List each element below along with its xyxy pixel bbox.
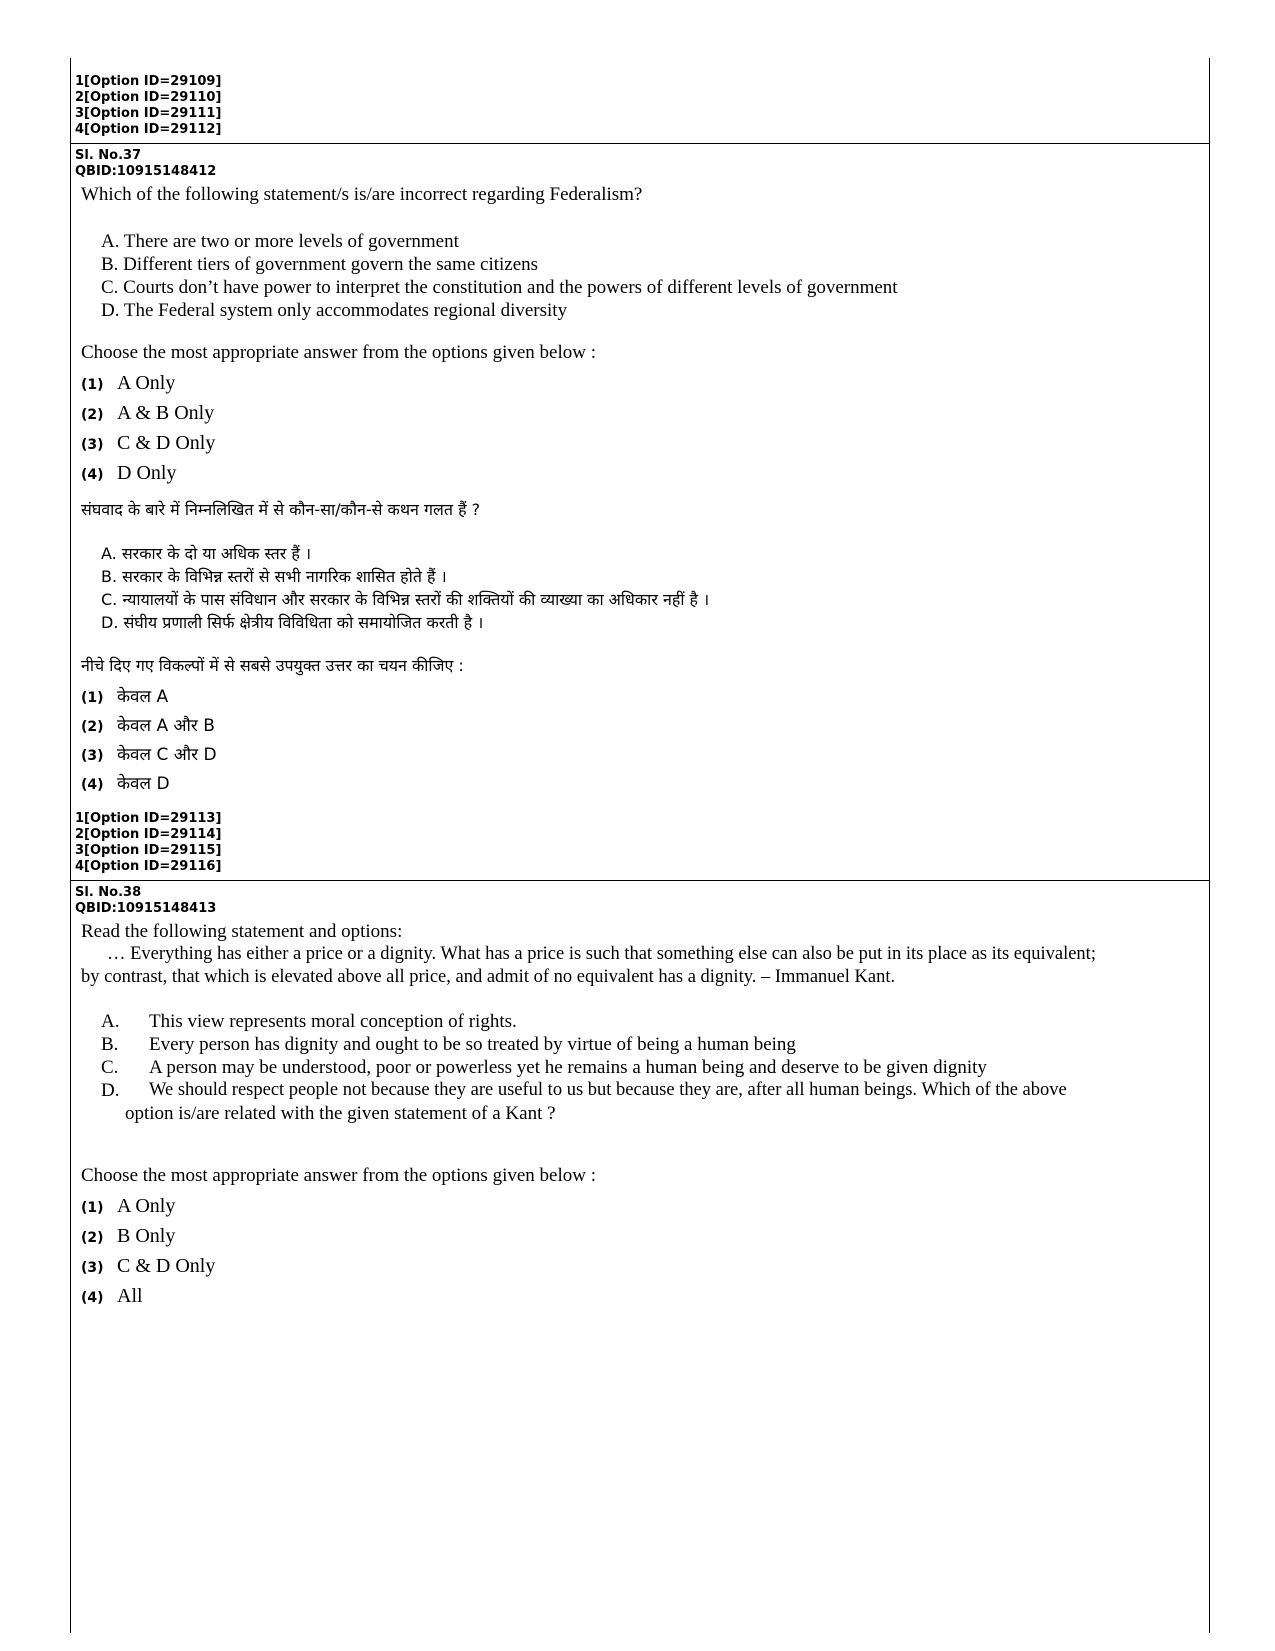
- option-text: केवल A और B: [117, 716, 215, 736]
- serial-number: Sl. No.38: [75, 885, 142, 900]
- option-id-list-36: [71, 74, 1209, 138]
- statement-continuation: option is/are related with the given statement of a Kant ?: [125, 1103, 556, 1124]
- option-number: (3): [81, 748, 104, 764]
- hindi-statement: A. सरकार के दो या अधिक स्तर हैं ।: [101, 544, 312, 563]
- statement: A. There are two or more levels of government: [101, 231, 459, 252]
- statement: C. Courts don’t have power to interpret the constitution and the powers of different levels of government: [101, 277, 898, 298]
- divider: [71, 143, 1209, 144]
- divider: [71, 880, 1209, 881]
- option-number: (1): [81, 690, 104, 706]
- hindi-answer-option[interactable]: [81, 684, 168, 707]
- choose-instruction: Choose the most appropriate answer from the options given below :: [81, 342, 597, 363]
- statement: [101, 1010, 1067, 1033]
- option-id: 4[Option ID=29116]: [75, 859, 222, 874]
- question-text: Which of the following statement/s is/are incorrect regarding Federalism?: [81, 184, 643, 205]
- statement-list: [101, 1010, 1067, 1125]
- quote-line: by contrast, that which is elevated above all price, and admit of no equivalent has a dignity. – Immanuel Kant.: [81, 967, 896, 987]
- statement: [101, 1079, 1067, 1102]
- hindi-answer-option[interactable]: [81, 771, 170, 794]
- option-number: (3): [81, 1260, 104, 1276]
- hindi-choose-instruction: नीचे दिए गए विकल्पों में से सबसे उपयुक्त उत्तर का चयन कीजिए :: [81, 656, 464, 675]
- option-text: केवल C और D: [117, 745, 217, 765]
- statement-label: D.: [101, 1080, 120, 1101]
- answer-option[interactable]: [81, 432, 215, 455]
- option-text: B Only: [117, 1225, 176, 1247]
- option-text: C & D Only: [117, 432, 216, 454]
- question-header-38: [71, 885, 1209, 917]
- statement-label: C.: [101, 1057, 119, 1078]
- option-text: D Only: [117, 462, 177, 484]
- hindi-answer-option[interactable]: [81, 713, 215, 736]
- option-text: C & D Only: [117, 1255, 216, 1277]
- answer-option[interactable]: [81, 1225, 175, 1248]
- question-intro: Read the following statement and options:: [81, 921, 403, 942]
- option-number: (4): [81, 467, 104, 483]
- option-id: 3[Option ID=29111]: [75, 106, 222, 121]
- hindi-statement: C. न्यायालयों के पास संविधान और सरकार के विभिन्न स्तरों की शक्तियों की व्याख्या का अधिकार नहीं है ।: [101, 590, 710, 609]
- statement-text: We should respect people not because they are useful to us but because they are, after all human beings. Which of the above: [149, 1080, 1067, 1100]
- statement: D. The Federal system only accommodates regional diversity: [101, 300, 568, 321]
- option-number: (2): [81, 1230, 104, 1246]
- question-paper-frame: [70, 58, 1210, 1633]
- option-number: (3): [81, 437, 104, 453]
- option-id: 2[Option ID=29110]: [75, 90, 222, 105]
- hindi-answer-option[interactable]: [81, 742, 217, 765]
- option-id: 1[Option ID=29109]: [75, 74, 222, 89]
- statement-text: A person may be understood, poor or powerless yet he remains a human being and deserve to be given dignity: [149, 1057, 987, 1078]
- answer-option[interactable]: [81, 402, 214, 425]
- option-number: (4): [81, 1290, 104, 1306]
- option-id: 3[Option ID=29115]: [75, 843, 222, 858]
- option-number: (2): [81, 407, 104, 423]
- answer-option[interactable]: [81, 1285, 143, 1308]
- option-id: 4[Option ID=29112]: [75, 122, 222, 137]
- statement: B. Different tiers of government govern the same citizens: [101, 254, 539, 275]
- choose-instruction: Choose the most appropriate answer from the options given below :: [81, 1165, 597, 1186]
- option-text: A Only: [117, 372, 176, 394]
- answer-option[interactable]: [81, 462, 176, 485]
- hindi-statement-list: [101, 542, 709, 634]
- option-number: (1): [81, 377, 104, 393]
- serial-number: Sl. No.37: [75, 148, 142, 163]
- hindi-question-text: संघवाद के बारे में निम्नलिखित में से कौन-सा/कौन-से कथन गलत हैं ?: [81, 500, 481, 519]
- option-id-list-37: [71, 811, 1209, 875]
- option-number: (2): [81, 719, 104, 735]
- statement: [101, 1033, 1067, 1056]
- hindi-statement: B. सरकार के विभिन्न स्तरों से सभी नागरिक शासित होते हैं ।: [101, 567, 447, 586]
- answer-option[interactable]: [81, 1255, 215, 1278]
- option-number: (4): [81, 777, 104, 793]
- quote-line: … Everything has either a price or a dignity. What has a price is such that something else can also be put in its place as its equivalent;: [107, 944, 1096, 964]
- qbid: QBID:10915148413: [75, 901, 217, 916]
- option-text: All: [117, 1285, 143, 1307]
- statement-label: A.: [101, 1011, 120, 1032]
- option-text: केवल D: [117, 774, 170, 794]
- option-number: (1): [81, 1200, 104, 1216]
- answer-option[interactable]: [81, 1195, 175, 1218]
- kant-passage: [81, 920, 1193, 989]
- answer-option[interactable]: [81, 372, 175, 395]
- option-id: 2[Option ID=29114]: [75, 827, 222, 842]
- question-header-37: [71, 148, 1209, 180]
- statement-list: [101, 230, 898, 322]
- option-id: 1[Option ID=29113]: [75, 811, 222, 826]
- option-text: A Only: [117, 1195, 176, 1217]
- statement-label: B.: [101, 1034, 119, 1055]
- option-text: केवल A: [117, 687, 169, 707]
- statement: [101, 1056, 1067, 1079]
- hindi-statement: D. संघीय प्रणाली सिर्फ क्षेत्रीय विविधिता को समायोजित करती है ।: [101, 613, 484, 632]
- statement-text: This view represents moral conception of rights.: [149, 1011, 517, 1032]
- statement-text: Every person has dignity and ought to be so treated by virtue of being a human being: [149, 1034, 796, 1055]
- option-text: A & B Only: [117, 402, 215, 424]
- qbid: QBID:10915148412: [75, 164, 217, 179]
